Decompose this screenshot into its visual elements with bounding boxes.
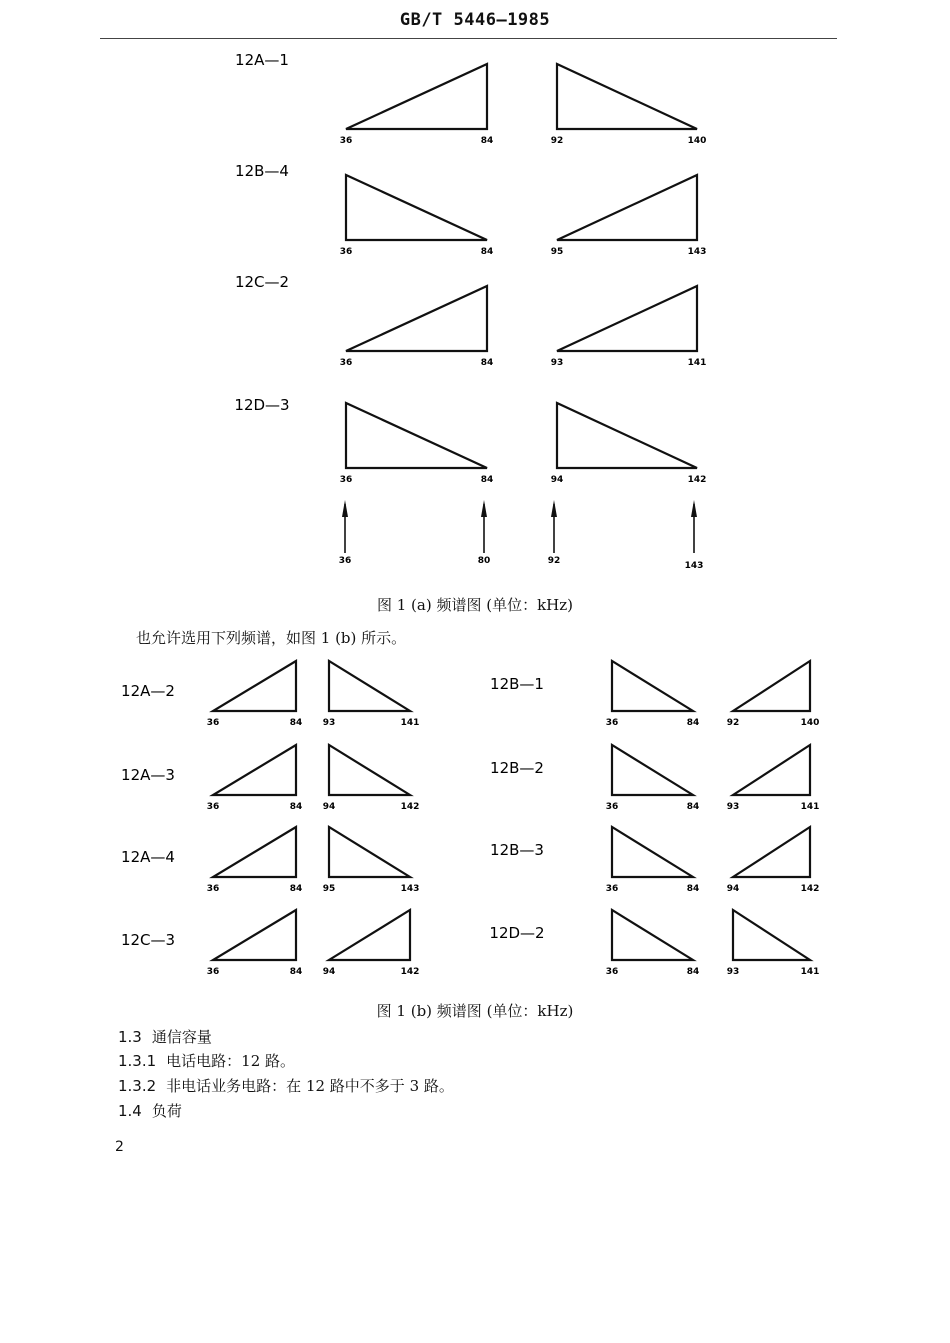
frequency-tick-label: 93 xyxy=(726,802,740,812)
frequency-tick-label: 141 xyxy=(800,967,820,977)
spectrum-triangle xyxy=(346,286,487,351)
figure-b-caption: 图 1 (b) 频谱图 (单位：kHz) xyxy=(376,1002,574,1020)
frequency-tick-label: 143 xyxy=(687,247,707,257)
frequency-tick-label: 141 xyxy=(687,358,707,368)
frequency-tick-label: 140 xyxy=(687,136,707,146)
frequency-tick-label: 84 xyxy=(480,475,494,485)
spectrum-triangle xyxy=(346,64,487,129)
group-label: 12B—2 xyxy=(490,759,544,777)
frequency-tick-label: 84 xyxy=(480,136,494,146)
spectrum-triangle xyxy=(346,175,487,240)
section-number: 1.4 xyxy=(118,1102,142,1120)
frequency-tick-label: 142 xyxy=(800,884,820,894)
group-label: 12A—4 xyxy=(121,848,175,866)
spectrum-triangle xyxy=(733,827,810,877)
spectrum-triangle xyxy=(213,827,296,877)
carrier-arrowhead xyxy=(691,500,697,517)
frequency-tick-label: 140 xyxy=(800,718,820,728)
figure-a-caption: 图 1 (a) 频谱图 (单位：kHz) xyxy=(376,596,574,614)
spectrum-triangle xyxy=(612,827,693,877)
frequency-tick-label: 84 xyxy=(686,884,700,894)
frequency-tick-label: 95 xyxy=(322,884,336,894)
frequency-tick-label: 36 xyxy=(339,358,353,368)
spectrum-triangle xyxy=(329,827,410,877)
spectrum-triangle xyxy=(733,745,810,795)
spectrum-triangle xyxy=(612,661,693,711)
frequency-tick-label: 84 xyxy=(289,718,303,728)
group-label: 12B—1 xyxy=(490,675,544,693)
frequency-tick-label: 95 xyxy=(550,247,564,257)
frequency-tick-label: 84 xyxy=(686,718,700,728)
frequency-tick-label: 92 xyxy=(550,136,564,146)
section-number: 1.3.1 xyxy=(118,1052,157,1070)
frequency-tick-label: 94 xyxy=(322,967,336,977)
frequency-tick-label: 36 xyxy=(339,247,353,257)
intro-paragraph: 也允许选用下列频谱，如图 1 (b) 所示。 xyxy=(136,629,407,647)
spectrum-triangle xyxy=(557,403,697,468)
section-number: 1.3 xyxy=(118,1028,142,1046)
frequency-tick-label: 93 xyxy=(550,358,564,368)
group-label: 12C—3 xyxy=(120,931,176,949)
spectrum-diagram-b xyxy=(0,640,950,990)
spectrum-diagram-a xyxy=(0,0,950,590)
frequency-tick-label: 142 xyxy=(687,475,707,485)
section-title: 负荷 xyxy=(151,1102,182,1120)
frequency-tick-label: 36 xyxy=(605,884,619,894)
frequency-tick-label: 84 xyxy=(686,967,700,977)
group-label: 12A—3 xyxy=(121,766,175,784)
group-label: 12A—1 xyxy=(235,51,289,69)
group-label: 12D—3 xyxy=(234,396,290,414)
section-number: 1.3.2 xyxy=(118,1077,157,1095)
page-number: 2 xyxy=(115,1139,124,1155)
frequency-tick-label: 84 xyxy=(289,967,303,977)
frequency-tick-label: 142 xyxy=(400,802,420,812)
spectrum-triangle xyxy=(557,175,697,240)
spectrum-triangle xyxy=(346,403,487,468)
spectrum-triangle xyxy=(329,745,410,795)
carrier-arrowhead xyxy=(551,500,557,517)
section-title: 通信容量 xyxy=(151,1028,212,1046)
frequency-tick-label: 94 xyxy=(322,802,336,812)
group-label: 12D—2 xyxy=(489,924,545,942)
section-1-3-2 xyxy=(118,1075,454,1096)
section-text: 非电话业务电路：在 12 路中不多于 3 路。 xyxy=(166,1077,454,1095)
section-1-4 xyxy=(118,1100,182,1121)
spectrum-triangle xyxy=(213,661,296,711)
frequency-tick-label: 141 xyxy=(800,802,820,812)
frequency-tick-label: 36 xyxy=(206,967,220,977)
frequency-tick-label: 36 xyxy=(206,884,220,894)
section-text: 电话电路：12 路。 xyxy=(166,1052,296,1070)
section-1-3 xyxy=(118,1026,212,1047)
frequency-tick-label: 36 xyxy=(206,718,220,728)
frequency-tick-label: 84 xyxy=(480,247,494,257)
group-label: 12B—4 xyxy=(235,162,289,180)
frequency-tick-label: 94 xyxy=(550,475,564,485)
frequency-tick-label: 36 xyxy=(339,475,353,485)
spectrum-triangle xyxy=(557,286,697,351)
carrier-arrowhead xyxy=(481,500,487,517)
group-label: 12B—3 xyxy=(490,841,544,859)
section-1-3-1 xyxy=(118,1050,295,1071)
frequency-tick-label: 143 xyxy=(400,884,420,894)
frequency-tick-label: 94 xyxy=(726,884,740,894)
frequency-tick-label: 93 xyxy=(726,967,740,977)
frequency-tick-label: 36 xyxy=(605,718,619,728)
spectrum-triangle xyxy=(329,910,410,960)
frequency-tick-label: 84 xyxy=(289,802,303,812)
frequency-tick-label: 84 xyxy=(686,802,700,812)
document-header: GB/T 5446—1985 xyxy=(399,10,551,30)
spectrum-triangle xyxy=(733,910,810,960)
spectrum-triangle xyxy=(612,910,693,960)
carrier-arrowhead xyxy=(342,500,348,517)
spectrum-triangle xyxy=(733,661,810,711)
spectrum-triangle xyxy=(213,910,296,960)
spectrum-triangle xyxy=(557,64,697,129)
carrier-frequency-label: 92 xyxy=(547,556,561,566)
frequency-tick-label: 36 xyxy=(206,802,220,812)
frequency-tick-label: 36 xyxy=(605,802,619,812)
frequency-tick-label: 141 xyxy=(400,718,420,728)
spectrum-triangle xyxy=(329,661,410,711)
frequency-tick-label: 92 xyxy=(726,718,740,728)
carrier-frequency-label: 80 xyxy=(477,556,491,566)
spectrum-triangle xyxy=(213,745,296,795)
frequency-tick-label: 142 xyxy=(400,967,420,977)
frequency-tick-label: 84 xyxy=(289,884,303,894)
frequency-tick-label: 36 xyxy=(339,136,353,146)
carrier-frequency-label: 36 xyxy=(338,556,352,566)
group-label: 12A—2 xyxy=(121,682,175,700)
spectrum-triangle xyxy=(612,745,693,795)
group-label: 12C—2 xyxy=(234,273,290,291)
frequency-tick-label: 93 xyxy=(322,718,336,728)
carrier-frequency-label: 143 xyxy=(684,561,704,571)
frequency-tick-label: 36 xyxy=(605,967,619,977)
frequency-tick-label: 84 xyxy=(480,358,494,368)
